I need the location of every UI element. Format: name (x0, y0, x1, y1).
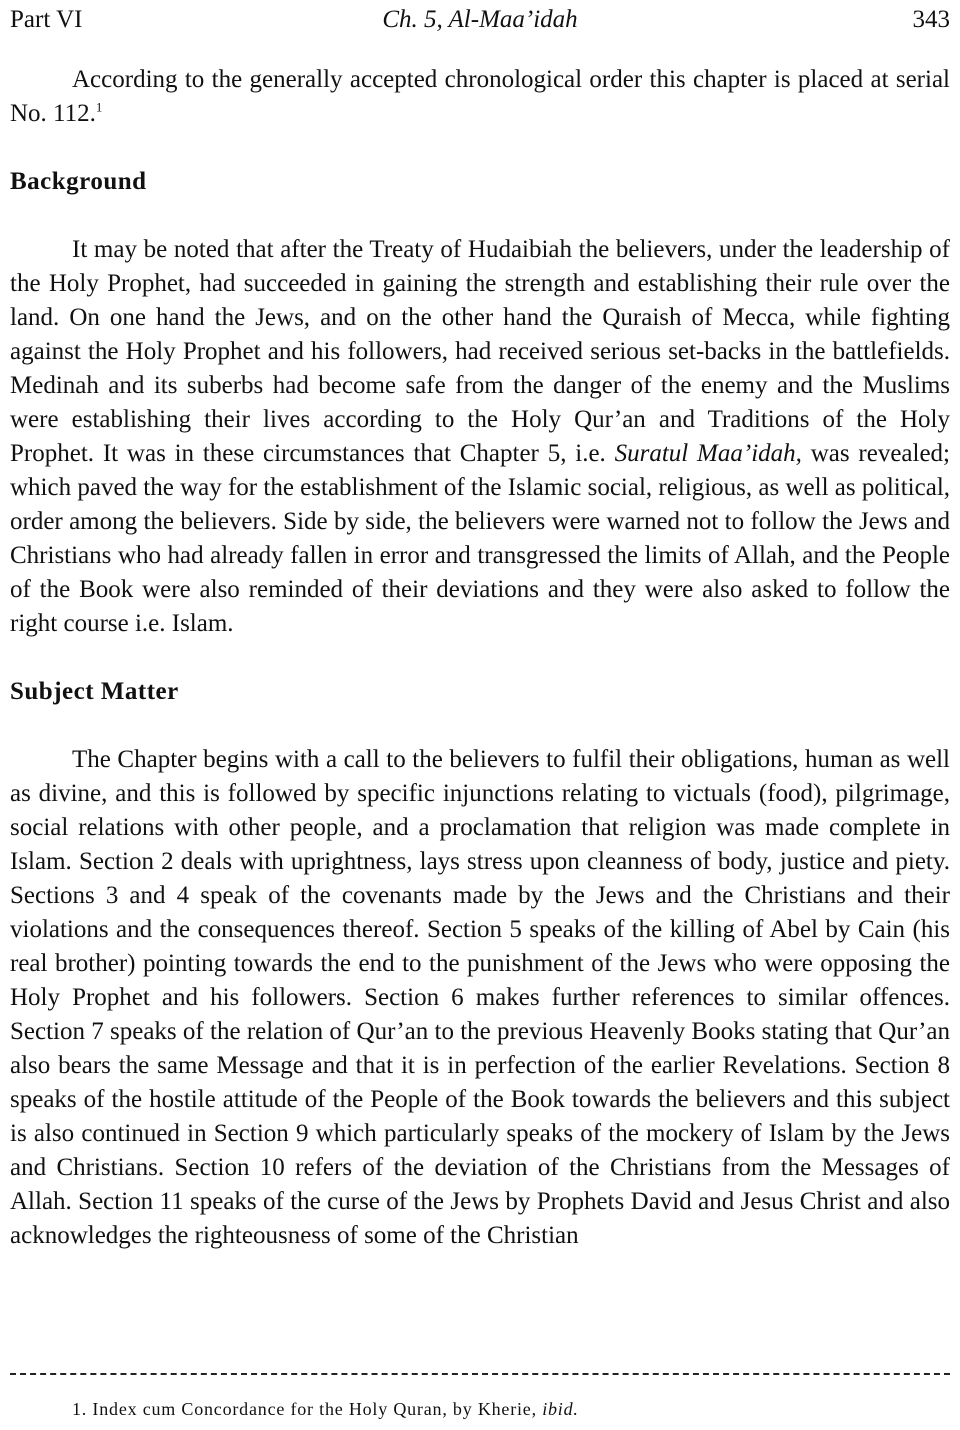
intro-paragraph (10, 63, 950, 131)
document-page (10, 0, 950, 1430)
chapter-title: Ch. 5, Al-Maa’idah (382, 6, 578, 33)
footnote (72, 1397, 579, 1421)
subject-matter-heading: Subject Matter (10, 678, 179, 705)
body-text (10, 63, 950, 1253)
footnote-text: Index cum Concordance for the Holy Quran, by Kherie, (92, 1399, 537, 1419)
background-text-part1: It may be noted that after the Treaty of Hudaibiah the believers, under the leadership of the Holy Prophet, had succeeded in gaining the strength and establishing their rule over the land. On one hand the Jews, and on the other hand the Quraish of Mecca, while fighting against the Holy Prophet and his followers, had received serious set-backs in the battlefields. Medinah and its suberbs had become safe from the danger of the enemy and the Muslims were establishing their lives according to the Holy Qur’an and Traditions of the Holy Prophet. It was in these circumstances that Chapter 5, i.e. (10, 236, 950, 467)
footnote-reference[interactable]: 1 (95, 99, 103, 115)
surah-name-italic: Suratul Maa’idah, (614, 440, 802, 467)
intro-text: According to the generally accepted chronological order this chapter is placed at serial No. 112. (10, 66, 950, 127)
background-heading: Background (10, 168, 147, 195)
footnote-number: 1. (72, 1399, 88, 1419)
running-head (10, 4, 950, 36)
footnote-ibid: ibid. (542, 1399, 579, 1419)
part-label: Part VI (10, 6, 83, 33)
footnote-divider (10, 1373, 950, 1375)
background-paragraph (10, 233, 950, 641)
page-number: 343 (912, 6, 950, 33)
subject-matter-paragraph: The Chapter begins with a call to the believers to fulfil their obligations, human as well as divine, and this is followed by specific injunctions relating to victuals (food), pilgrimage, social relations with other people, and a proclamation that religion was made complete in Islam. Section 2 deals with uprightness, lays stress upon cleanness of body, justice and piety. Sections 3 and 4 speak of the covenants made by the Jews and the Christians and their violations and the consequences thereof. Section 5 speaks of the killing of Abel by Cain (his real brother) pointing towards the end to the punishment of the Jews who were opposing the Holy Prophet and his followers. Section 6 makes further references to similar offences. Section 7 speaks of the relation of Qur’an to the previous Heavenly Books stating that Qur’an also bears the same Message and that it is in perfection of the earlier Revelations. Section 8 speaks of the hostile attitude of the People of the Book towards the believers and this subject is also continued in Section 9 which particularly speaks of the mockery of Islam by the Jews and Christians. Section 10 refers of the deviation of the Christians from the Messages of Allah. Section 11 speaks of the curse of the Jews by Prophets David and Jesus Christ and also acknowledges the righteousness of some of the Christian (10, 746, 950, 1249)
background-text-part2: was revealed; which paved the way for the establishment of the Islamic social, religious, as well as political, order among the believers. Side by side, the believers were warned not to follow the Jews and Christians who had already fallen in error and transgressed the limits of Allah, and the People of the Book were also reminded of their deviations and they were also asked to follow the right course i.e. Islam. (10, 440, 951, 637)
